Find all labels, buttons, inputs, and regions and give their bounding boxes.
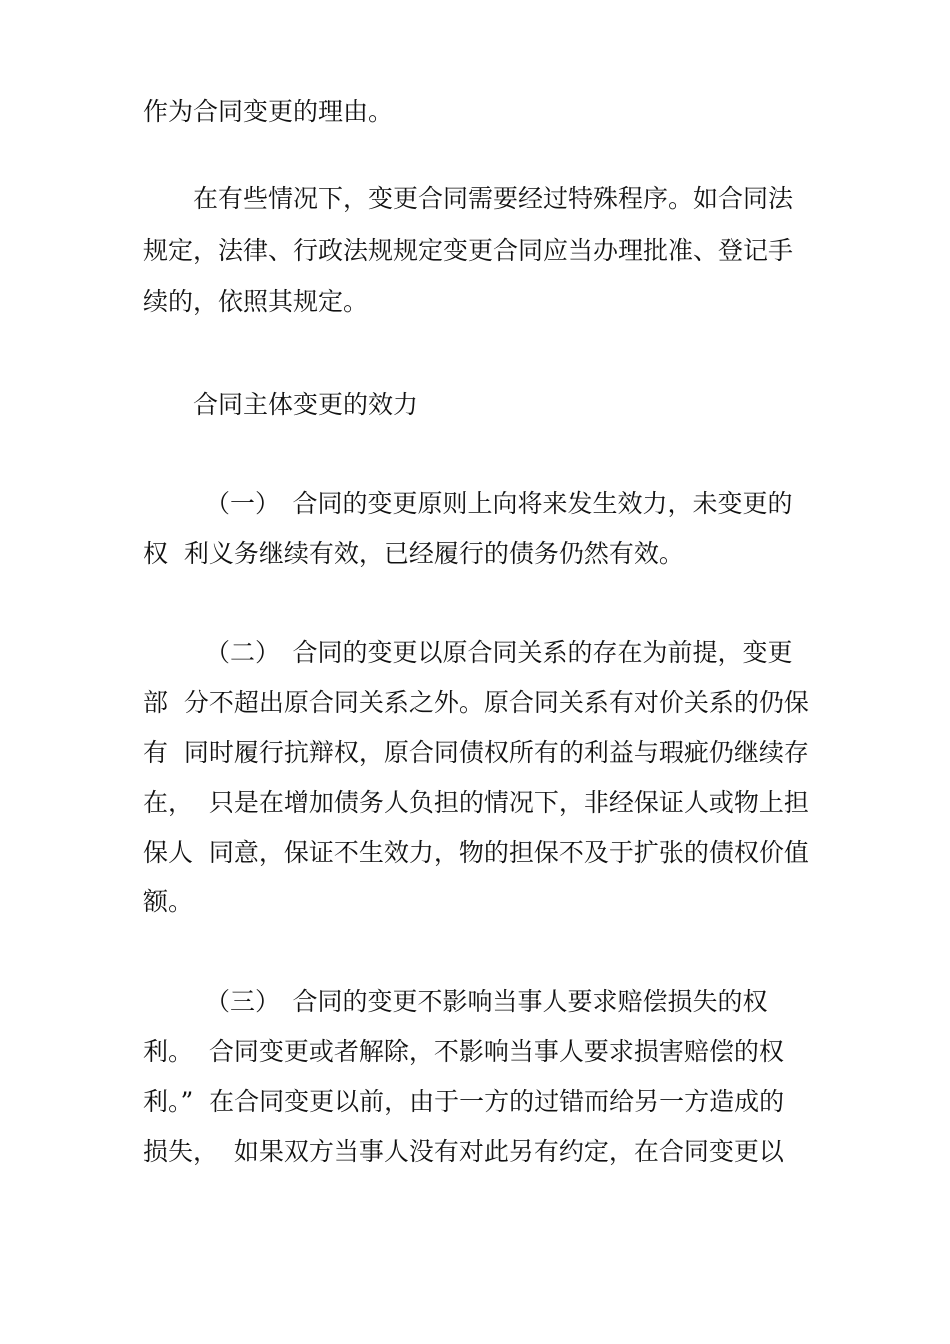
paragraph-line: 续的，依照其规定。 — [143, 287, 369, 316]
paragraph-line: 损失， 如果双方当事人没有对此另有约定，在合同变更以 — [143, 1137, 784, 1166]
paragraph-line: 权 利义务继续有效，已经履行的债务仍然有效。 — [143, 539, 684, 568]
paragraph-line: 规定，法律、行政法规规定变更合同应当办理批准、登记手 — [143, 236, 794, 265]
paragraph-line: 在， 只是在增加债务人负担的情况下，非经保证人或物上担 — [143, 788, 809, 817]
section-heading: 合同主体变更的效力 — [193, 390, 419, 419]
paragraph-line: 作为合同变更的理由。 — [143, 97, 394, 126]
paragraph-line: 利。 合同变更或者解除，不影响当事人要求损害赔偿的权 — [143, 1037, 784, 1066]
paragraph-line: 部 分不超出原合同关系之外。原合同关系有对价关系的仍保 — [143, 688, 809, 717]
paragraph-line: 保人 同意，保证不生效力，物的担保不及于扩张的债权价值 — [143, 838, 809, 867]
paragraph-line: （二） 合同的变更以原合同关系的存在为前提，变更 — [205, 638, 793, 667]
paragraph-line: （一） 合同的变更原则上向将来发生效力，未变更的 — [205, 489, 793, 518]
paragraph-line: 有 同时履行抗辩权，原合同债权所有的利益与瑕疵仍继续存 — [143, 738, 809, 767]
paragraph-line: 额。 — [143, 887, 194, 916]
paragraph-line: （三） 合同的变更不影响当事人要求赔偿损失的权 — [205, 987, 768, 1016]
paragraph-line: 在有些情况下，变更合同需要经过特殊程序。如合同法 — [193, 184, 794, 213]
paragraph-line: 利。” 在合同变更以前，由于一方的过错而给另一方造成的 — [143, 1087, 785, 1116]
